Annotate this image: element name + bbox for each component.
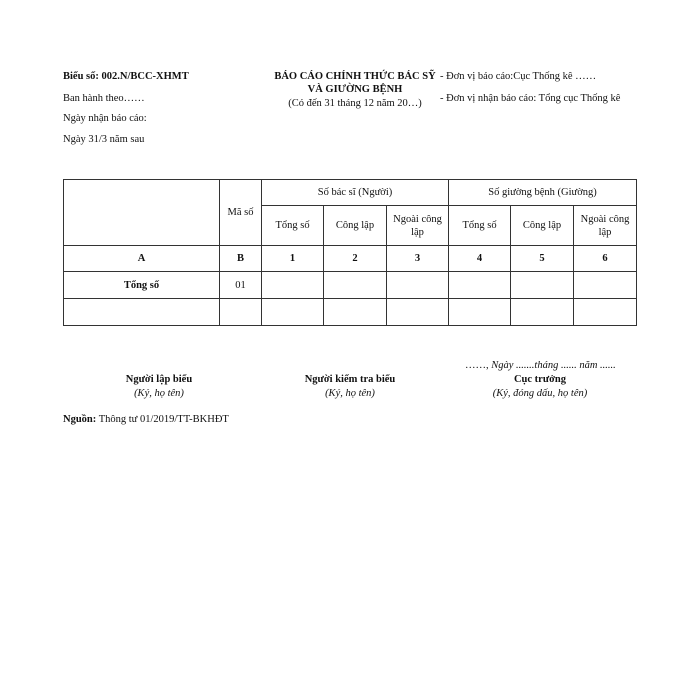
preparer-note: (Ký, họ tên) — [134, 388, 184, 399]
index-cell: 3 — [387, 246, 449, 272]
data-cell[interactable] — [387, 299, 449, 326]
index-cell: A — [64, 246, 220, 272]
data-cell[interactable] — [574, 299, 637, 326]
report-subtitle: (Có đến 31 tháng 12 năm 20…) — [288, 98, 422, 109]
date-line-prefix: ……, — [465, 360, 492, 371]
sub-header-cell: Công lập — [511, 206, 574, 246]
source-label: Nguồn: — [63, 414, 97, 425]
index-cell: 6 — [574, 246, 637, 272]
checker-note: (Ký, họ tên) — [325, 388, 375, 399]
checker-title: Người kiểm tra biểu — [304, 374, 396, 385]
sub-header-cell: Tổng số — [262, 206, 324, 246]
data-cell[interactable] — [64, 299, 220, 326]
data-cell[interactable] — [262, 272, 324, 299]
report-title-line1: BÁO CÁO CHÍNH THỨC BÁC SỸ — [274, 71, 436, 82]
sub-header-cell: Ngoài công lập — [574, 206, 637, 246]
director-note: (Ký, đóng dấu, họ tên) — [492, 388, 588, 399]
index-cell: 5 — [511, 246, 574, 272]
issued-by: Ban hành theo…… — [63, 93, 145, 104]
form-code: Biểu số: 002.N/BCC-XHMT — [63, 71, 189, 82]
index-cell: B — [220, 246, 262, 272]
index-cell: 4 — [449, 246, 511, 272]
preparer-title: Người lập biểu — [125, 374, 193, 385]
blank-row — [64, 299, 637, 326]
received-date-label: Ngày nhận báo cáo: — [63, 113, 147, 124]
data-cell[interactable] — [220, 299, 262, 326]
table-header-row-1 — [64, 180, 637, 206]
director-title: Cục trưởng — [513, 374, 567, 385]
total-code: 01 — [220, 272, 262, 299]
data-cell[interactable] — [262, 299, 324, 326]
data-cell[interactable] — [511, 299, 574, 326]
data-cell[interactable] — [324, 272, 387, 299]
code-header-cell: Mã số — [220, 180, 262, 246]
data-cell[interactable] — [449, 299, 511, 326]
date-line-text: Ngày .......tháng ...... năm ...... — [491, 360, 616, 371]
sub-header-cell: Ngoài công lập — [387, 206, 449, 246]
received-date-value: Ngày 31/3 năm sau — [63, 134, 145, 145]
data-cell[interactable] — [387, 272, 449, 299]
index-cell: 1 — [262, 246, 324, 272]
reporting-unit: - Đơn vị báo cáo:Cục Thống kê …… — [440, 71, 597, 82]
doctors-group-header: Số bác sĩ (Người) — [262, 180, 449, 206]
index-cell: 2 — [324, 246, 387, 272]
label-header-cell — [64, 180, 220, 246]
sub-header-cell: Tổng số — [449, 206, 511, 246]
beds-group-header: Số giường bệnh (Giường) — [449, 180, 637, 206]
sub-header-cell: Công lập — [324, 206, 387, 246]
source-line — [63, 413, 229, 426]
total-row — [64, 272, 637, 299]
source-text: Thông tư 01/2019/TT-BKHĐT — [96, 414, 229, 425]
total-label: Tổng số — [64, 272, 220, 299]
index-row — [64, 246, 637, 272]
date-line — [465, 359, 616, 372]
data-cell[interactable] — [574, 272, 637, 299]
data-cell[interactable] — [324, 299, 387, 326]
report-title-line2: VÀ GIƯỜNG BỆNH — [307, 84, 403, 95]
receiving-unit: - Đơn vị nhận báo cáo: Tổng cục Thống kê — [440, 93, 621, 104]
data-cell[interactable] — [449, 272, 511, 299]
report-table — [63, 179, 637, 326]
data-cell[interactable] — [511, 272, 574, 299]
